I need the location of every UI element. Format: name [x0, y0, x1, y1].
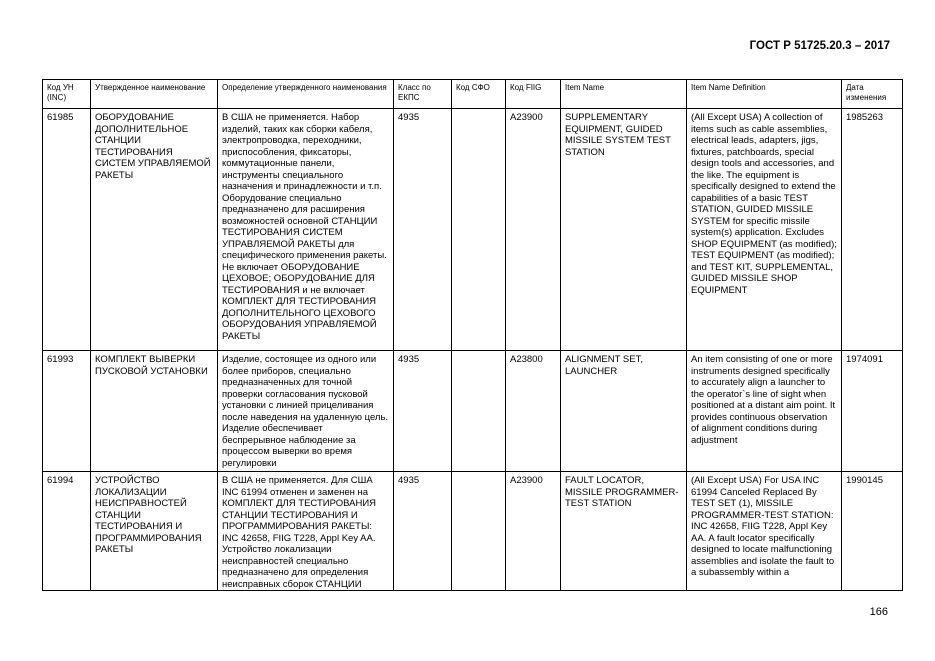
cell-fiig-code: A23900: [506, 109, 561, 351]
cell-ekps-class: 4935: [394, 109, 452, 351]
cell-sfo-code: [452, 109, 506, 351]
cell-change-date: 1985263: [842, 109, 903, 351]
cell-name-definition: В США не применяется. Для США INC 61994 отменен и заменен на КОМПЛЕКТ ДЛЯ ТЕСТИРОВАНИЯ СТАНЦИИ ТЕСТИРОВАНИЯ И ПРОГРАММИРОВАНИЯ РАКЕТЫ: INC 42658, FIIG T228, Appl Key AA. Устройство локализации неисправностей специально предназначено для определения неисправных сборок СТАНЦИИ: [218, 472, 394, 591]
cell-change-date: 1990145: [842, 472, 903, 591]
col-header-inc: Код УН (INC): [43, 80, 91, 109]
table-row: [43, 351, 903, 472]
cell-ekps-class: 4935: [394, 472, 452, 591]
col-header-name-definition: Определение утвержденного наименования: [218, 80, 394, 109]
col-header-item-name-definition: Item Name Definition: [687, 80, 842, 109]
cell-change-date: 1974091: [842, 351, 903, 472]
col-header-fiig-code: Код FIIG: [506, 80, 561, 109]
cell-sfo-code: [452, 472, 506, 591]
cell-item-name-definition: (All Except USA) A collection of items such as cable assemblies, electrical leads, adapters, jigs, fixtures, patchboards, special design tools and accessories, and the like. The equipment is specifically designed to extend the capabilities of a basic TEST STATION, GUIDED MISSILE SYSTEM for specific missile system(s) application. Excludes SHOP EQUIPMENT (as modified); TEST EQUIPMENT (as modified); and TEST KIT, SUPPLEMENTAL, GUIDED MISSILE SHOP EQUIPMENT: [687, 109, 842, 351]
table-header-row: [43, 80, 903, 109]
cell-sfo-code: [452, 351, 506, 472]
table-row: [43, 472, 903, 591]
cell-item-name: FAULT LOCATOR, MISSILE PROGRAMMER-TEST STATION: [561, 472, 687, 591]
cell-item-name-definition: (All Except USA) For USA INC 61994 Canceled Replaced By TEST SET (1), MISSILE PROGRAMMER-TEST STATION: INC 42658, FIIG T228, Appl Key AA. A fault locator specifically designed to locate malfunctioning assemblies and isolate the fault to a subassembly within a: [687, 472, 842, 591]
cell-approved-name: КОМПЛЕКТ ВЫВЕРКИ ПУСКОВОЙ УСТАНОВКИ: [91, 351, 218, 472]
col-header-sfo-code: Код СФО: [452, 80, 506, 109]
cell-item-name: SUPPLEMENTARY EQUIPMENT, GUIDED MISSILE SYSTEM TEST STATION: [561, 109, 687, 351]
cell-name-definition: Изделие, состоящее из одного или более приборов, специально предназначенных для точной проверки согласования пусковой установки с линией прицеливания после наведения на удаленную цель. Изделие обеспечивает беспрерывное наблюдение за процессом выверки во время регулировки: [218, 351, 394, 472]
cell-item-name: ALIGNMENT SET, LAUNCHER: [561, 351, 687, 472]
page-number: 166: [869, 606, 888, 618]
cell-inc: 61994: [43, 472, 91, 591]
document-standard-header: ГОСТ Р 51725.20.3 – 2017: [749, 40, 890, 52]
cell-approved-name: УСТРОЙСТВО ЛОКАЛИЗАЦИИ НЕИСПРАВНОСТЕЙ СТАНЦИИ ТЕСТИРОВАНИЯ И ПРОГРАММИРОВАНИЯ РАКЕТЫ: [91, 472, 218, 591]
table-body: [43, 109, 903, 591]
col-header-item-name: Item Name: [561, 80, 687, 109]
cell-item-name-definition: An item consisting of one or more instruments designed specifically to accurately align a launcher to the operator`s line of sight when positioned at a distant aim point. It provides continuous observation of alignment conditions during adjustment: [687, 351, 842, 472]
cell-inc: 61993: [43, 351, 91, 472]
table-header: [43, 80, 903, 109]
col-header-change-date: Дата изменения: [842, 80, 903, 109]
cell-ekps-class: 4935: [394, 351, 452, 472]
col-header-approved-name: Утвержденное наименование: [91, 80, 218, 109]
cell-fiig-code: A23900: [506, 472, 561, 591]
cell-approved-name: ОБОРУДОВАНИЕ ДОПОЛНИТЕЛЬНОЕ СТАНЦИИ ТЕСТИРОВАНИЯ СИСТЕМ УПРАВЛЯЕМОЙ РАКЕТЫ: [91, 109, 218, 351]
cell-name-definition: В США не применяется. Набор изделий, таких как сборки кабеля, электропроводка, переходники, приспособления, фиксаторы, коммутационные панели, инструменты специального назначения и принадлежности и т.п. Оборудование специально предназначено для расширения возможностей основной СТАНЦИИ ТЕСТИРОВАНИЯ СИСТЕМ УПРАВЛЯЕМОЙ РАКЕТЫ для специфического применения ракеты. Не включает ОБОРУДОВАНИЕ ЦЕХОВОЕ; ОБОРУДОВАНИЕ ДЛЯ ТЕСТИРОВАНИЯ и не включает КОМПЛЕКТ ДЛЯ ТЕСТИРОВАНИЯ ДОПОЛНИТЕЛЬНОГО ЦЕХОВОГО ОБОРУДОВАНИЯ УПРАВЛЯЕМОЙ РАКЕТЫ: [218, 109, 394, 351]
cell-inc: 61985: [43, 109, 91, 351]
cell-fiig-code: A23800: [506, 351, 561, 472]
table-row: [43, 109, 903, 351]
col-header-ekps-class: Класс по ЕКПС: [394, 80, 452, 109]
inc-table: [42, 79, 903, 591]
